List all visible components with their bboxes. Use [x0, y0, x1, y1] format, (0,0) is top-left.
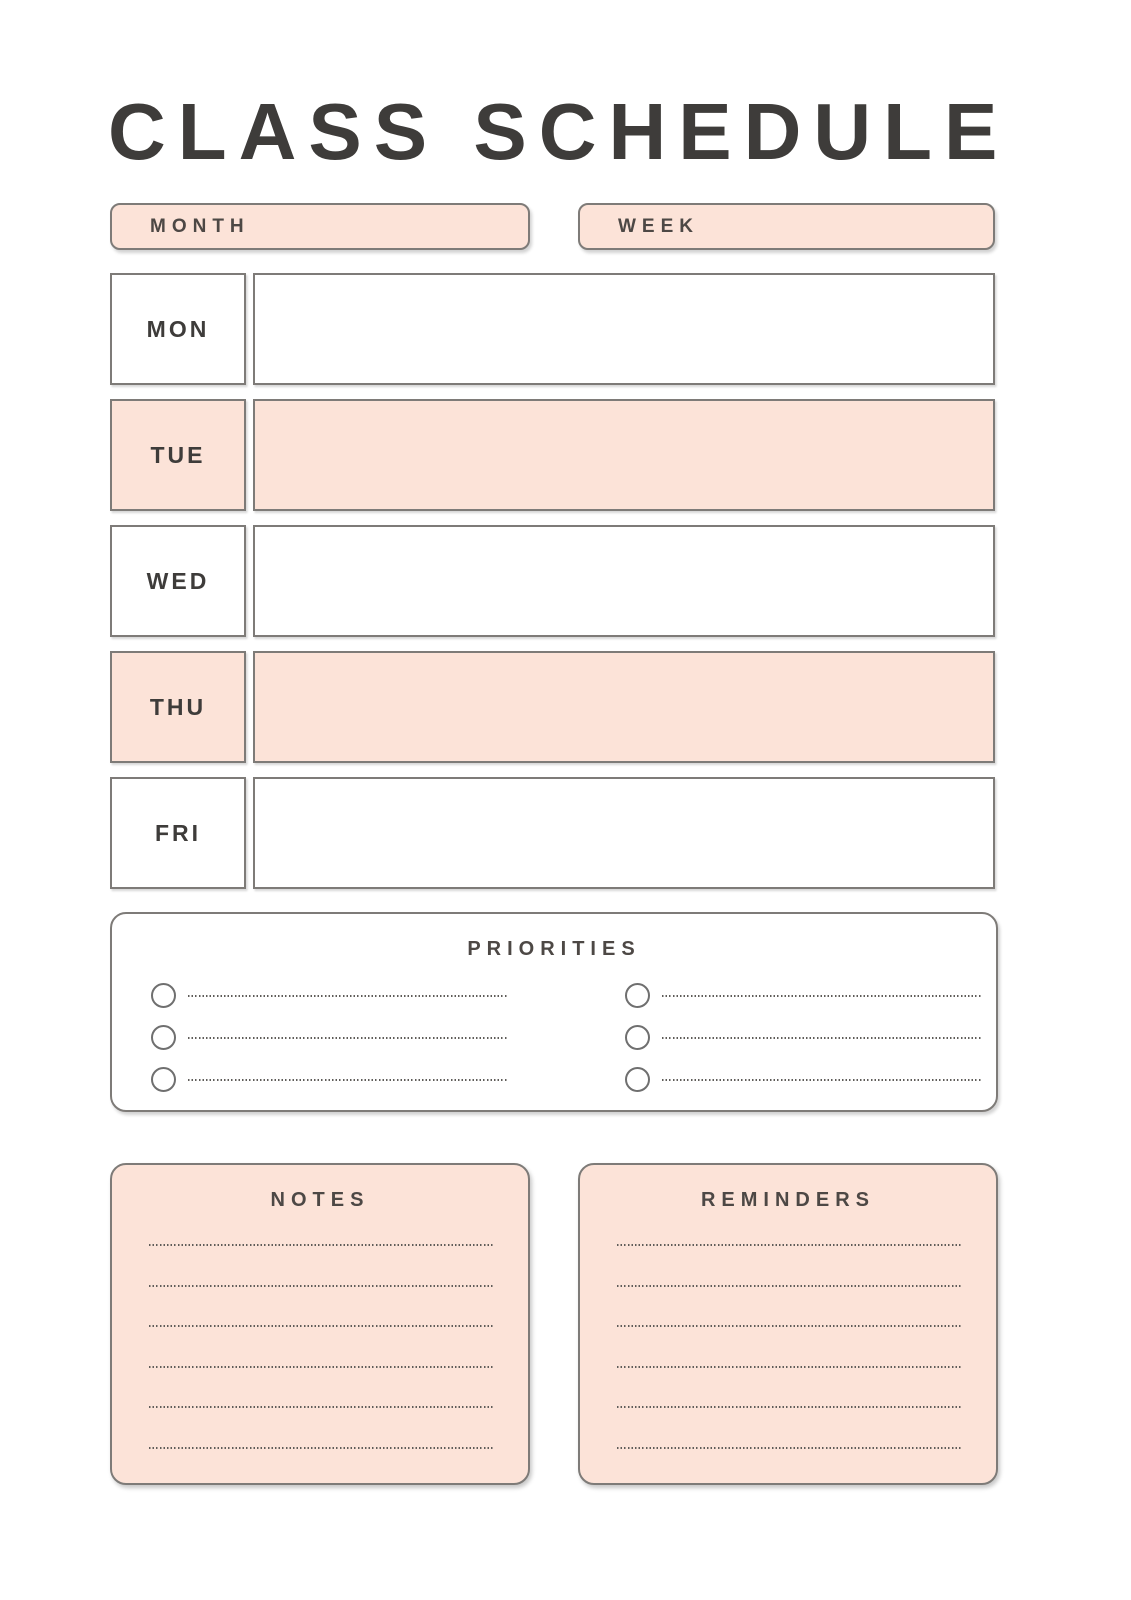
- priority-item: [112, 983, 554, 1008]
- priority-bullet-circle[interactable]: [151, 1025, 176, 1050]
- day-label-box: [110, 399, 246, 511]
- week-field[interactable]: [578, 203, 995, 250]
- notes-lines: [149, 1244, 494, 1449]
- week-field-label: WEEK: [618, 215, 699, 237]
- priority-bullet-circle[interactable]: [625, 1067, 650, 1092]
- priority-item: [554, 1025, 996, 1050]
- schedule-row-thu: [110, 651, 995, 763]
- reminders-write-line[interactable]: [617, 1244, 962, 1246]
- priority-write-line[interactable]: [188, 1037, 507, 1039]
- priority-item: [554, 983, 996, 1008]
- day-label: WED: [146, 567, 210, 594]
- reminders-write-line[interactable]: [617, 1325, 962, 1327]
- notes-write-line[interactable]: [149, 1366, 494, 1368]
- day-label-box: [110, 273, 246, 385]
- notes-write-line[interactable]: [149, 1285, 494, 1287]
- page-title: CLASS SCHEDULE: [108, 87, 1010, 176]
- day-label-box: [110, 777, 246, 889]
- reminders-write-line[interactable]: [617, 1406, 962, 1408]
- day-content-cell[interactable]: [253, 273, 995, 385]
- notes-write-line[interactable]: [149, 1406, 494, 1408]
- day-label: THU: [149, 693, 207, 720]
- priority-bullet-circle[interactable]: [151, 1067, 176, 1092]
- notes-write-line[interactable]: [149, 1244, 494, 1246]
- month-field-label: MONTH: [150, 215, 250, 237]
- reminders-section: [578, 1163, 998, 1485]
- priority-bullet-circle[interactable]: [625, 983, 650, 1008]
- reminders-write-line[interactable]: [617, 1285, 962, 1287]
- reminders-title: REMINDERS: [700, 1189, 875, 1211]
- notes-title: NOTES: [270, 1189, 370, 1211]
- day-label: FRI: [154, 819, 202, 846]
- priority-write-line[interactable]: [188, 995, 507, 997]
- day-label-box: [110, 651, 246, 763]
- priority-bullet-circle[interactable]: [625, 1025, 650, 1050]
- day-label: MON: [146, 315, 210, 342]
- reminders-write-line[interactable]: [617, 1447, 962, 1449]
- day-content-cell[interactable]: [253, 399, 995, 511]
- notes-section: [110, 1163, 530, 1485]
- schedule-row-tue: [110, 399, 995, 511]
- notes-write-line[interactable]: [149, 1447, 494, 1449]
- priority-write-line[interactable]: [662, 1079, 981, 1081]
- day-content-cell[interactable]: [253, 525, 995, 637]
- schedule-row-wed: [110, 525, 995, 637]
- priority-write-line[interactable]: [188, 1079, 507, 1081]
- reminders-lines: [617, 1244, 962, 1449]
- priority-item: [554, 1067, 996, 1092]
- priority-write-line[interactable]: [662, 995, 981, 997]
- notes-write-line[interactable]: [149, 1325, 494, 1327]
- priorities-section: [110, 912, 998, 1112]
- priorities-title: PRIORITIES: [467, 938, 641, 960]
- priorities-list: [112, 983, 996, 1092]
- schedule-row-mon: [110, 273, 995, 385]
- reminders-write-line[interactable]: [617, 1366, 962, 1368]
- priority-bullet-circle[interactable]: [151, 983, 176, 1008]
- day-content-cell[interactable]: [253, 651, 995, 763]
- schedule-row-fri: [110, 777, 995, 889]
- day-label-box: [110, 525, 246, 637]
- priority-write-line[interactable]: [662, 1037, 981, 1039]
- priority-item: [112, 1025, 554, 1050]
- priority-item: [112, 1067, 554, 1092]
- month-field[interactable]: [110, 203, 530, 250]
- day-content-cell[interactable]: [253, 777, 995, 889]
- day-label: TUE: [150, 441, 206, 468]
